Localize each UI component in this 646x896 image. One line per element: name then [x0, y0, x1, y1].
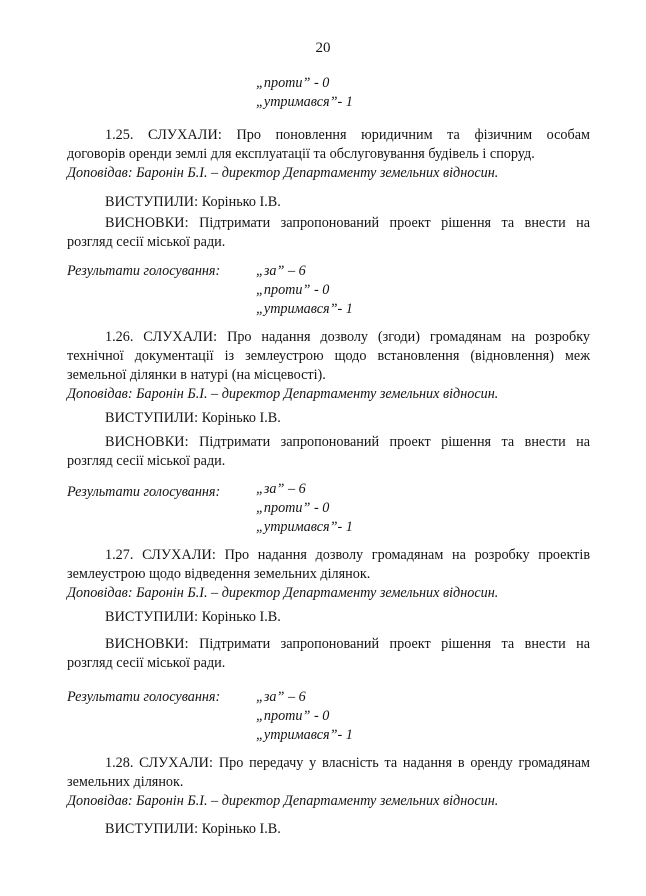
heard-line: 1.27. СЛУХАЛИ: Про надання дозволу громадянам на розробку проектів — [105, 547, 591, 563]
heard-line: 1.26. СЛУХАЛИ: Про надання дозволу (згоди) громадянам на розробку — [105, 329, 591, 345]
vote-abstained: „утримався”- 1 — [256, 727, 353, 743]
heard-line: земельної ділянки в натурі (на місцевості). — [67, 367, 326, 383]
item-1-28-heard — [67, 754, 590, 792]
item-1-26-speaker: Доповідав: Баронін Б.І. – директор Департаменту земельних відносин. — [67, 386, 499, 402]
item-1-27-speaker: Доповідав: Баронін Б.І. – директор Департаменту земельних відносин. — [67, 585, 499, 601]
vote-against: „проти” - 0 — [256, 708, 330, 724]
vote-against: „проти” - 0 — [256, 75, 330, 91]
item-1-25-speaker: Доповідав: Баронін Б.І. – директор Департаменту земельних відносин. — [67, 165, 499, 181]
item-1-27-heard — [67, 546, 590, 584]
item-1-27-conclusions — [67, 635, 590, 673]
vote-against: „проти” - 0 — [256, 500, 330, 516]
heard-line: технічної документації із землеустрою щодо встановлення (відновлення) меж — [67, 348, 590, 364]
vote-for: „за” – 6 — [256, 263, 306, 279]
heard-line: земельних ділянок. — [67, 774, 184, 790]
heard-line: 1.28. СЛУХАЛИ: Про передачу у власність та надання в оренду громадянам — [105, 755, 591, 771]
vote-results-label: Результати голосування: — [67, 484, 221, 500]
page-number: 20 — [315, 40, 331, 56]
item-1-25-spoke: ВИСТУПИЛИ: Корінько І.В. — [105, 194, 281, 210]
conclusions-line: ВИСНОВКИ: Підтримати запропонований проект рішення та внести на — [105, 636, 590, 652]
item-1-25-conclusions — [67, 214, 590, 252]
conclusions-line: ВИСНОВКИ: Підтримати запропонований проект рішення та внести на — [105, 215, 590, 231]
vote-against: „проти” - 0 — [256, 282, 330, 298]
item-1-28-speaker: Доповідав: Баронін Б.І. – директор Департаменту земельних відносин. — [67, 793, 499, 809]
item-1-26-conclusions — [67, 433, 590, 471]
conclusions-line: розгляд сесії міської ради. — [67, 655, 226, 671]
item-1-26-heard — [67, 328, 590, 385]
vote-abstained: „утримався”- 1 — [256, 301, 353, 317]
vote-for: „за” – 6 — [256, 689, 306, 705]
conclusions-line: розгляд сесії міської ради. — [67, 234, 226, 250]
heard-line: договорів оренди землі для експлуатації та обслуговування будівель і споруд. — [67, 146, 535, 162]
vote-results-label: Результати голосування: — [67, 263, 221, 279]
item-1-26-spoke: ВИСТУПИЛИ: Корінько І.В. — [105, 410, 281, 426]
heard-line: землеустрою щодо відведення земельних ділянок. — [67, 566, 371, 582]
heard-line: 1.25. СЛУХАЛИ: Про поновлення юридичним та фізичним особам — [105, 127, 591, 143]
conclusions-line: розгляд сесії міської ради. — [67, 453, 226, 469]
item-1-25-heard — [67, 126, 590, 164]
vote-for: „за” – 6 — [256, 481, 306, 497]
conclusions-line: ВИСНОВКИ: Підтримати запропонований проект рішення та внести на — [105, 434, 590, 450]
vote-abstained: „утримався”- 1 — [256, 94, 353, 110]
vote-results-label: Результати голосування: — [67, 689, 221, 705]
item-1-27-spoke: ВИСТУПИЛИ: Корінько І.В. — [105, 609, 281, 625]
vote-abstained: „утримався”- 1 — [256, 519, 353, 535]
item-1-28-spoke: ВИСТУПИЛИ: Корінько І.В. — [105, 821, 281, 837]
